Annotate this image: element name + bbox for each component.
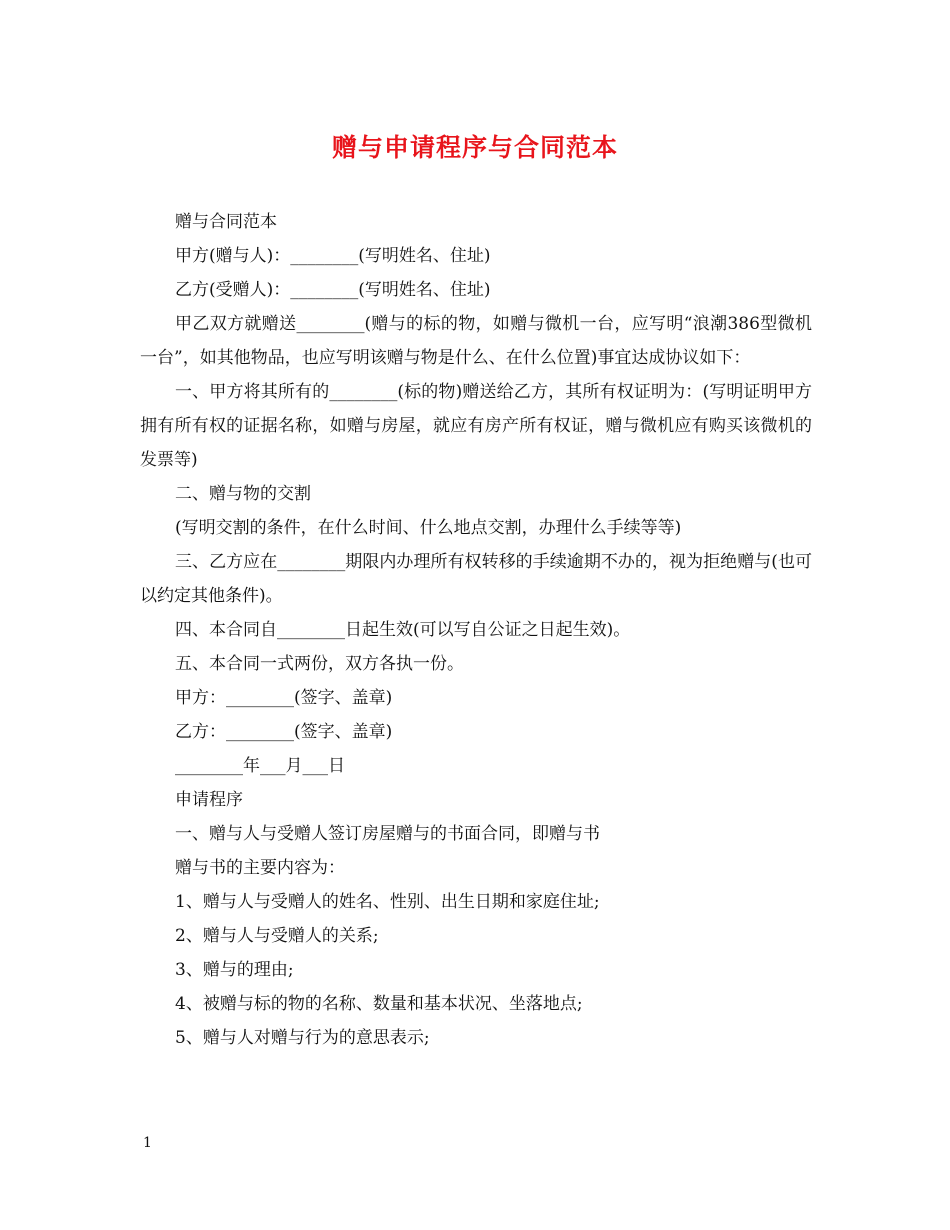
paragraph: 4、被赠与标的物的名称、数量和基本状况、坐落地点;: [175, 994, 583, 1014]
paragraph: 1、赠与人与受赠人的姓名、性别、出生日期和家庭住址;: [175, 892, 600, 912]
paragraph: 乙方：________(签字、盖章): [175, 722, 393, 742]
paragraph: ________年___月___日: [175, 756, 345, 776]
paragraph: 一、赠与人与受赠人签订房屋赠与的书面合同，即赠与书: [175, 824, 600, 844]
paragraph: 五、本合同一式两份，双方各执一份。: [175, 654, 464, 674]
paragraph: 四、本合同自________日起生效(可以写自公证之日起生效)。: [175, 620, 631, 640]
paragraph: 赠与合同范本: [175, 212, 277, 232]
paragraph: 申请程序: [175, 790, 243, 810]
paragraph: 二、赠与物的交割: [175, 484, 311, 504]
document-body: [140, 205, 812, 1055]
paragraph: 乙方(受赠人)：________(写明姓名、住址): [175, 280, 491, 300]
paragraph: 3、赠与的理由;: [175, 960, 294, 980]
paragraph: 甲方(赠与人)：________(写明姓名、住址): [175, 246, 491, 266]
paragraph: 2、赠与人与受赠人的关系;: [175, 926, 379, 946]
paragraph: 5、赠与人对赠与行为的意思表示;: [175, 1028, 430, 1048]
paragraph: 三、乙方应在________期限内办理所有权转移的手续逾期不办的，视为拒绝赠与(也可以约定其他条件)。: [140, 552, 812, 606]
paragraph: 甲方：________(签字、盖章): [175, 688, 393, 708]
paragraph: 甲乙双方就赠送________(赠与的标的物，如赠与微机一台，应写明“浪潮386型微机一台”，如其他物品，也应写明该赠与物是什么、在什么位置)事宜达成协议如下：: [140, 314, 812, 368]
paragraph: 赠与书的主要内容为：: [175, 858, 345, 878]
page-number: 1: [143, 1135, 152, 1151]
document-title: 赠与申请程序与合同范本: [331, 133, 618, 162]
paragraph: 一、甲方将其所有的________(标的物)赠送给乙方，其所有权证明为：(写明证明甲方拥有所有权的证据名称，如赠与房屋，就应有房产所有权证，赠与微机应有购买该微机的发票等): [140, 382, 812, 470]
paragraph: (写明交割的条件，在什么时间、什么地点交割，办理什么手续等等): [175, 518, 682, 538]
